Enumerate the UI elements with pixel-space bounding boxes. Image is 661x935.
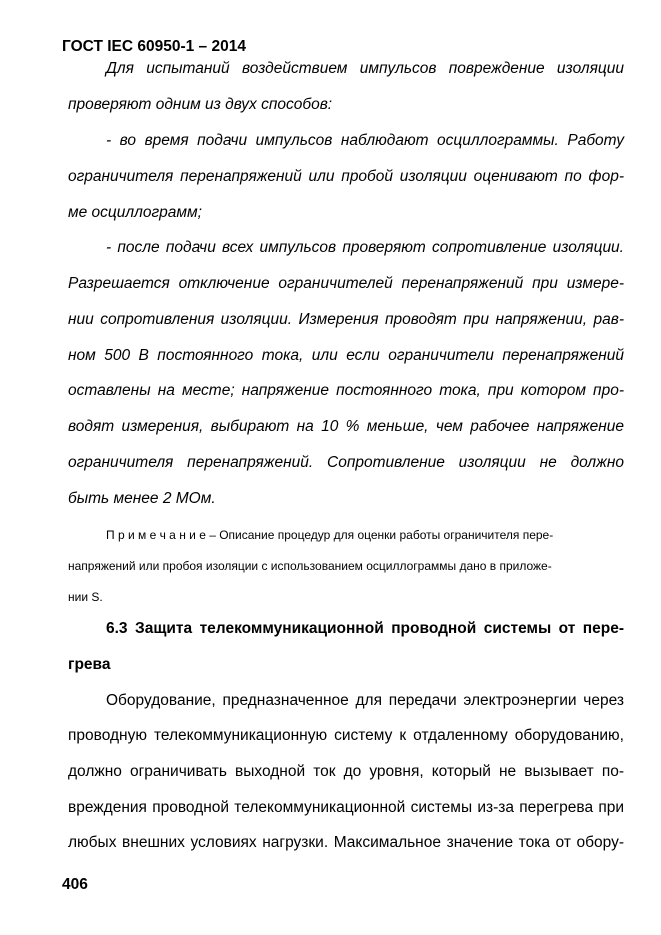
text-line: быть менее 2 МОм. xyxy=(68,490,216,507)
note-label: П р и м е ч а н и е xyxy=(106,528,206,542)
text-line: оставлены на месте; напряжение постоянного тока, при котором про- xyxy=(68,382,624,399)
text-line: Оборудование, предназначенное для передачи электроэнергии через xyxy=(106,692,624,709)
note-line: нии S. xyxy=(68,590,103,604)
text-line: Разрешается отключение ограничителей перенапряжений при измере- xyxy=(68,275,624,292)
text-line: ном 500 В постоянного тока, или если ограничители перенапряжений xyxy=(68,347,624,364)
document-header: ГОСТ IEC 60950-1 – 2014 xyxy=(62,38,246,55)
text-line: ограничителя перенапряжений. Сопротивление изоляции не должно xyxy=(68,454,624,471)
heading-line: грева xyxy=(68,656,111,673)
text-line: водят измерения, выбирают на 10 % меньше, чем рабочее напряжение xyxy=(68,418,624,435)
text-line: вреждения проводной телекоммуникационной системы из-за перегрева при xyxy=(68,799,624,816)
text-line: проводную телекоммуникационную систему к отдаленному оборудованию, xyxy=(68,727,624,744)
text-line: ограничителя перенапряжений или пробой изоляции оценивают по фор- xyxy=(68,168,624,185)
text-line: должно ограничивать выходной ток до уровня, который не вызывает по- xyxy=(68,763,624,780)
page-number: 406 xyxy=(62,876,88,893)
heading-line: 6.3 Защита телекоммуникационной проводной системы от пере- xyxy=(106,620,624,637)
text-line: Для испытаний воздействием импульсов повреждение изоляции xyxy=(106,60,624,77)
note-text: – Описание процедур для оценки работы ограничителя пере- xyxy=(205,528,554,542)
text-line: - во время подачи импульсов наблюдают осциллограммы. Работу xyxy=(106,132,624,149)
text-line: любых внешних условиях нагрузки. Максимальное значение тока от обору- xyxy=(68,834,624,851)
text-line: проверяют одним из двух способов: xyxy=(68,96,333,113)
text-line: - после подачи всех импульсов проверяют сопротивление изоляции. xyxy=(106,239,624,256)
text-line: ме осциллограмм; xyxy=(68,204,202,221)
text-line: нии сопротивления изоляции. Измерения проводят при напряжении, рав- xyxy=(68,311,624,328)
note-line: напряжений или пробоя изоляции с использованием осциллограммы дано в приложе- xyxy=(68,559,552,573)
